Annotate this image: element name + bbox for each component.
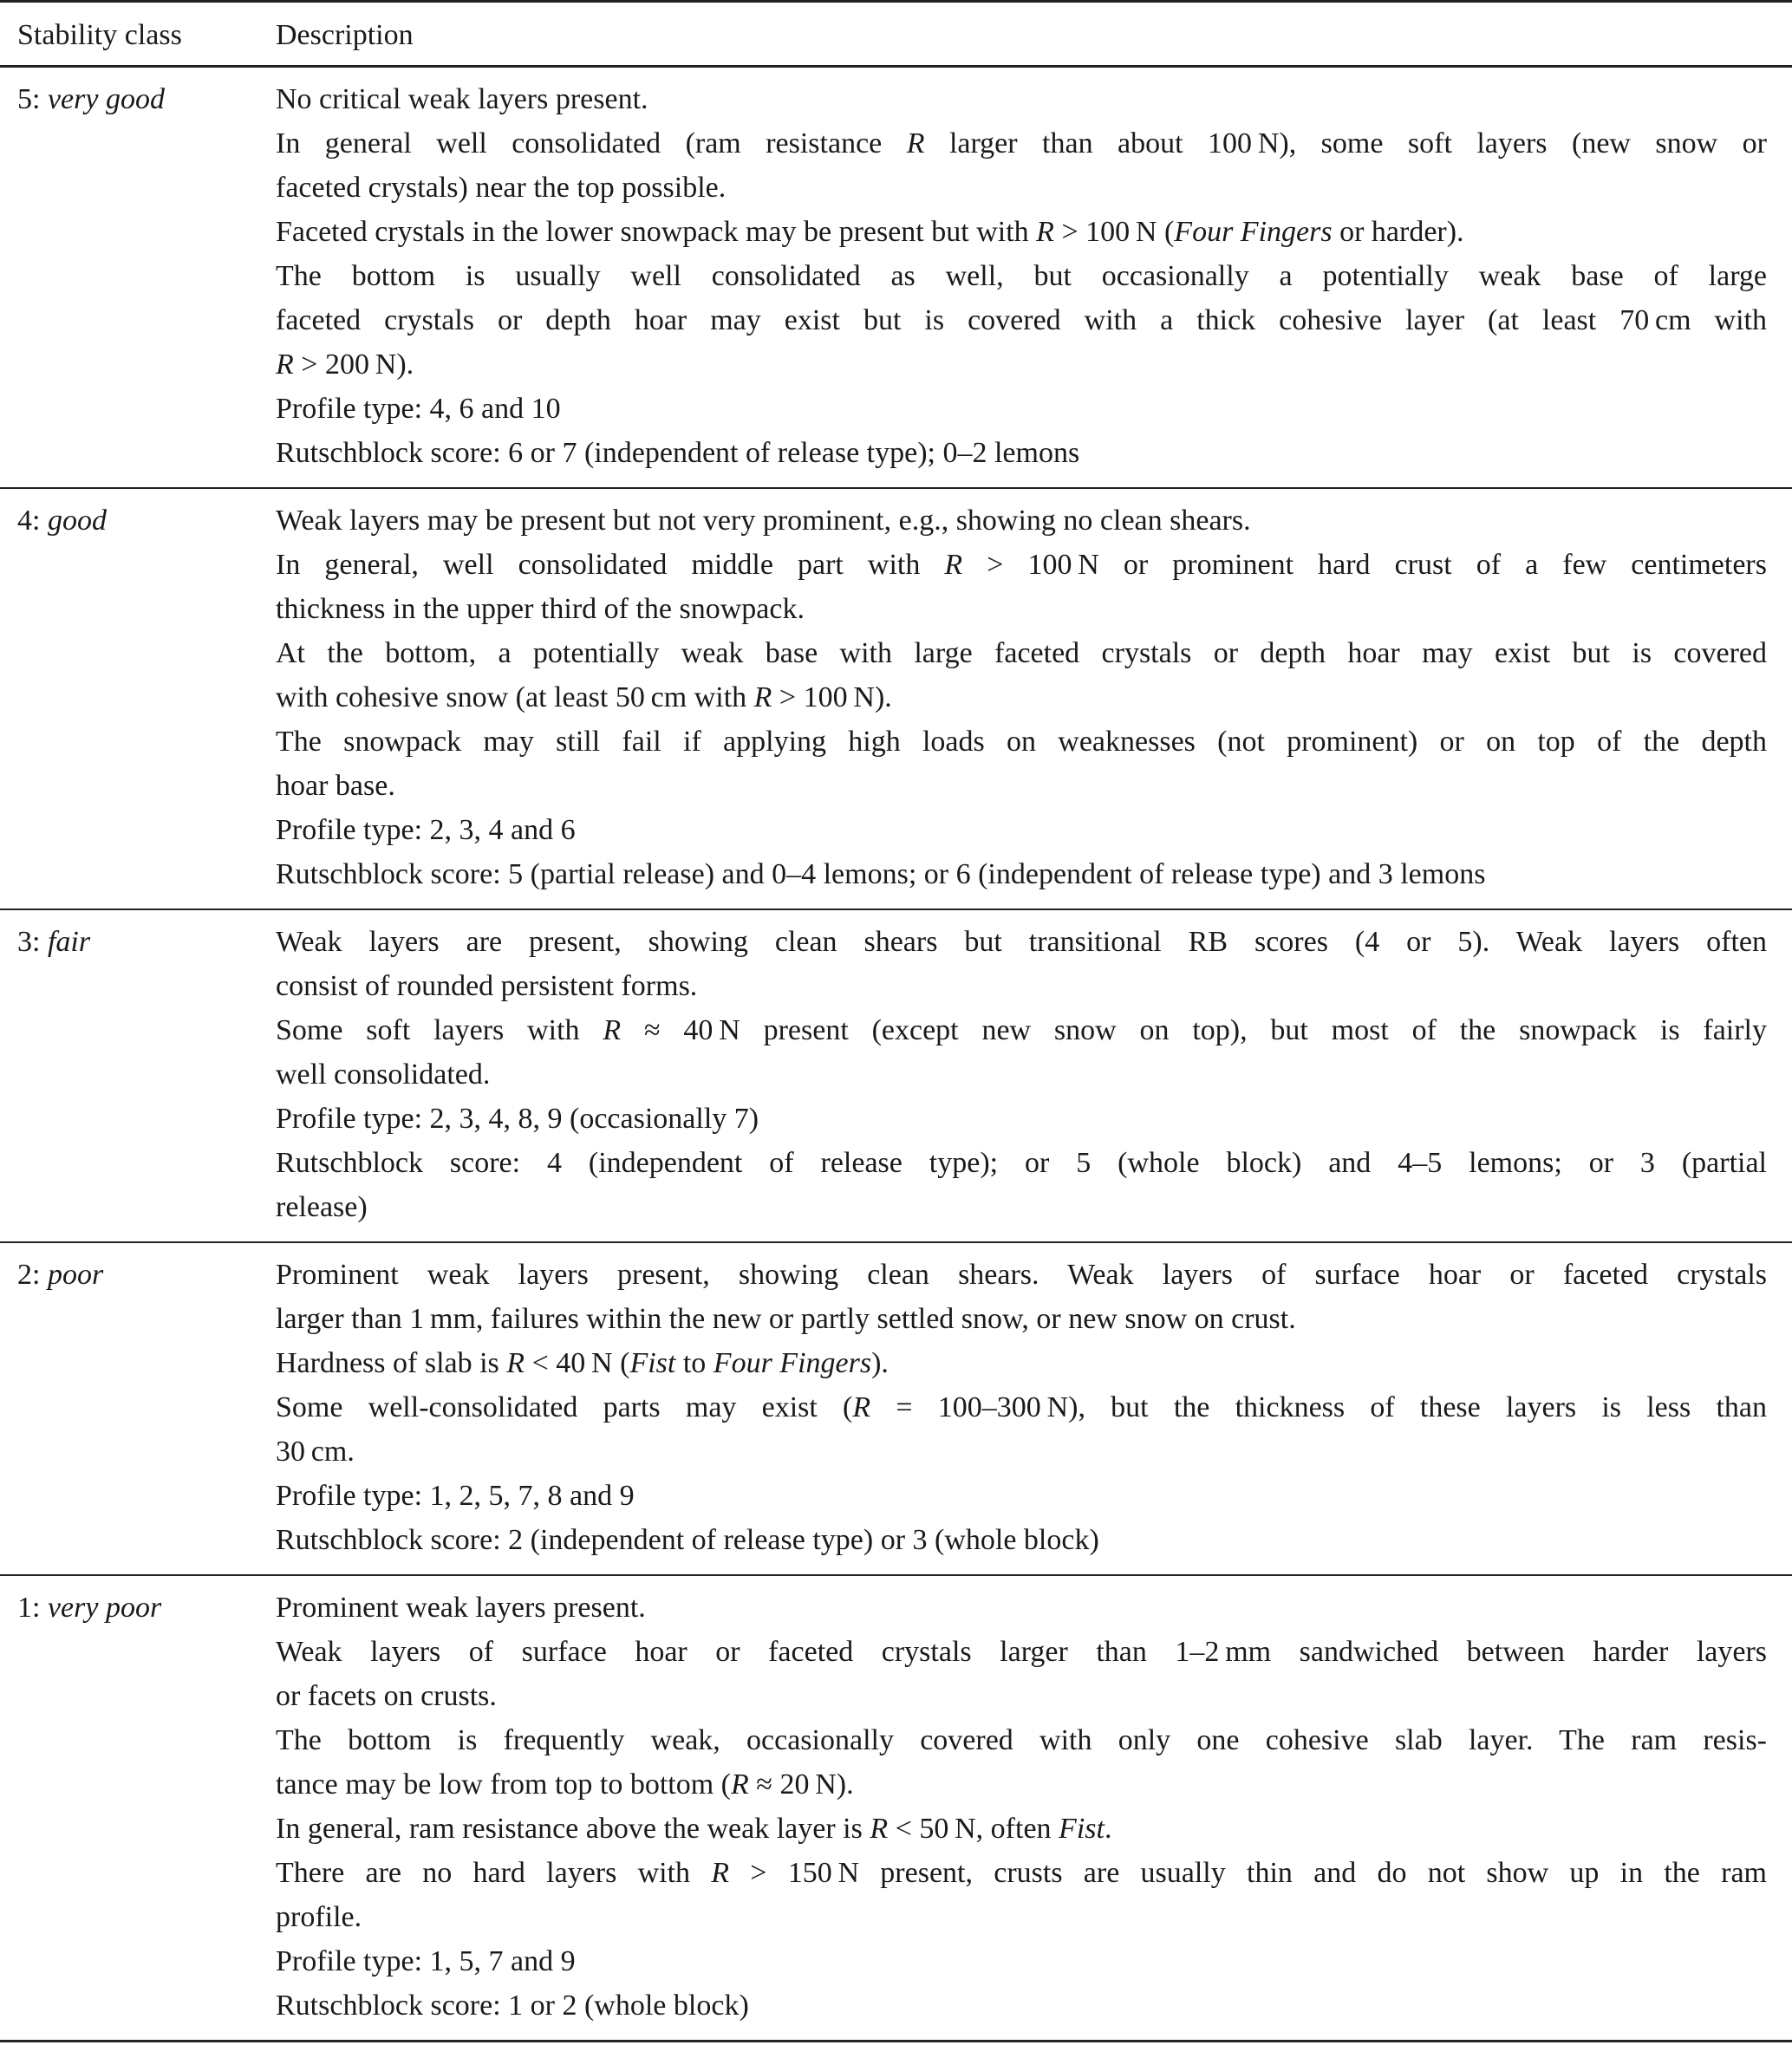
table-body [0, 68, 1792, 2042]
text-segment: larger than about 100 N), some soft layers (new snow or [924, 127, 1767, 160]
italic-term: R [603, 1014, 622, 1046]
italic-term: R [852, 1391, 871, 1423]
text-segment: consist of rounded persistent forms. [276, 970, 698, 1002]
description-line [276, 1762, 1767, 1807]
table-header [0, 3, 1792, 65]
text-segment: Prominent weak layers present, showing clean shears. Weak layers of surface hoar or faceted crystals [276, 1259, 1767, 1291]
text-segment: < 40 N ( [525, 1347, 630, 1379]
description-line [276, 808, 1767, 852]
description-line [276, 1185, 1767, 1229]
italic-term: R [276, 348, 294, 381]
text-segment: Hardness of slab is [276, 1347, 507, 1379]
description-line [276, 342, 1767, 387]
text-segment: 30 cm. [276, 1436, 355, 1468]
text-segment: to [675, 1347, 714, 1379]
description-line [276, 254, 1767, 298]
text-segment: No critical weak layers present. [276, 83, 648, 115]
class-label: good [47, 505, 107, 537]
text-segment: larger than 1 mm, failures within the new or partly settled snow, or new snow on crust. [276, 1303, 1296, 1335]
text-segment: well consolidated. [276, 1058, 491, 1091]
text-segment: or facets on crusts. [276, 1680, 497, 1712]
text-segment: Profile type: 4, 6 and 10 [276, 393, 561, 425]
text-segment: ≈ 40 N present (except new snow on top), but most of the snowpack is fairly [621, 1014, 1767, 1046]
text-segment: At the bottom, a potentially weak base with large faceted crystals or depth hoar may exist but is covered [276, 637, 1767, 669]
table-row [0, 489, 1792, 909]
description-cell [276, 920, 1767, 1229]
text-segment: < 50 N, often [888, 1813, 1059, 1845]
text-segment: Rutschblock score: 1 or 2 (whole block) [276, 1990, 749, 2022]
stability-class-cell [0, 1586, 276, 2028]
table-row [0, 1243, 1792, 1574]
description-line [276, 1983, 1767, 2028]
text-segment: ≈ 20 N). [748, 1768, 854, 1801]
text-segment: There are no hard layers with [276, 1857, 712, 1889]
text-segment: Rutschblock score: 2 (independent of release type) or 3 (whole block) [276, 1524, 1099, 1556]
description-line [276, 298, 1767, 342]
italic-term: Four Fingers [1174, 216, 1333, 248]
description-line [276, 1474, 1767, 1518]
text-segment: tance may be low from top to bottom ( [276, 1768, 731, 1801]
table-row [0, 910, 1792, 1241]
description-line [276, 387, 1767, 431]
class-label: fair [47, 926, 91, 958]
italic-term: R [870, 1813, 889, 1845]
description-line [276, 1851, 1767, 1895]
text-segment: Rutschblock score: 5 (partial release) and 0–4 lemons; or 6 (independent of release type) and 3 lemons [276, 858, 1486, 890]
text-segment: The bottom is frequently weak, occasionally covered with only one cohesive slab layer. The ram resis- [276, 1724, 1767, 1756]
italic-term: Four Fingers [713, 1347, 872, 1379]
italic-term: R [753, 681, 772, 713]
description-line [276, 852, 1767, 896]
description-line [276, 1807, 1767, 1851]
description-line [276, 920, 1767, 964]
header-stability-class: Stability class [17, 18, 182, 51]
description-line [276, 631, 1767, 675]
text-segment: Faceted crystals in the lower snowpack may be present but with [276, 216, 1037, 248]
text-segment: faceted crystals) near the top possible. [276, 172, 727, 204]
text-segment: = 100–300 N), but the thickness of these layers is less than [870, 1391, 1767, 1423]
description-line [276, 1518, 1767, 1562]
description-line [276, 720, 1767, 764]
italic-term: R [731, 1768, 749, 1801]
header-description: Description [276, 18, 414, 51]
description-line [276, 1253, 1767, 1297]
class-number: 3: [17, 926, 48, 958]
text-segment: Some soft layers with [276, 1014, 603, 1046]
description-cell [276, 1253, 1767, 1562]
description-line [276, 1939, 1767, 1983]
text-segment: ). [871, 1347, 889, 1379]
text-segment: or harder). [1332, 216, 1464, 248]
class-label: poor [47, 1259, 104, 1291]
description-cell [276, 1586, 1767, 2028]
text-segment: profile. [276, 1901, 362, 1933]
description-cell [276, 498, 1767, 896]
stability-class-cell [0, 498, 276, 896]
text-segment: Weak layers may be present but not very prominent, e.g., showing no clean shears. [276, 505, 1251, 537]
text-segment: Weak layers of surface hoar or faceted crystals larger than 1–2 mm sandwiched between harder layers [276, 1636, 1767, 1668]
description-line [276, 964, 1767, 1008]
italic-term: R [944, 549, 963, 581]
text-segment: In general, well consolidated middle part with [276, 549, 945, 581]
description-line [276, 498, 1767, 543]
text-segment: > 150 N present, crusts are usually thin and do not show up in the ram [729, 1857, 1767, 1889]
description-line [276, 121, 1767, 166]
text-segment: In general well consolidated (ram resistance [276, 127, 907, 160]
text-segment: hoar base. [276, 770, 395, 802]
description-line [276, 1097, 1767, 1141]
italic-term: R [906, 127, 925, 160]
description-line [276, 1052, 1767, 1097]
description-line [276, 1630, 1767, 1674]
description-line [276, 1895, 1767, 1939]
text-segment: > 200 N). [293, 348, 414, 381]
description-line [276, 1297, 1767, 1341]
class-number: 2: [17, 1259, 48, 1291]
table-row [0, 68, 1792, 487]
description-line [276, 210, 1767, 254]
text-segment: Profile type: 1, 5, 7 and 9 [276, 1945, 576, 1977]
text-segment: Weak layers are present, showing clean shears but transitional RB scores (4 or 5). Weak layers often [276, 926, 1767, 958]
description-line [276, 1141, 1767, 1185]
italic-term: R [1036, 216, 1054, 248]
text-segment: The bottom is usually well consolidated as well, but occasionally a potentially weak base of large [276, 260, 1767, 292]
class-number: 5: [17, 83, 48, 115]
italic-term: R [506, 1347, 525, 1379]
text-segment: Some well-consolidated parts may exist ( [276, 1391, 853, 1423]
description-line [276, 587, 1767, 631]
description-line [276, 1674, 1767, 1718]
text-segment: Rutschblock score: 4 (independent of release type); or 5 (whole block) and 4–5 lemons; or 3 (partial [276, 1147, 1767, 1179]
text-segment: Profile type: 2, 3, 4 and 6 [276, 814, 576, 846]
description-cell [276, 77, 1767, 475]
italic-term: Fist [629, 1347, 676, 1379]
text-segment: > 100 N ( [1053, 216, 1175, 248]
text-segment: Profile type: 2, 3, 4, 8, 9 (occasionally 7) [276, 1103, 759, 1135]
text-segment: In general, ram resistance above the weak layer is [276, 1813, 870, 1845]
description-line [276, 1385, 1767, 1430]
stability-class-cell [0, 77, 276, 475]
text-segment: thickness in the upper third of the snowpack. [276, 593, 805, 625]
description-line [276, 1008, 1767, 1052]
description-line [276, 1430, 1767, 1474]
description-line [276, 166, 1767, 210]
bottom-rule [0, 2040, 1792, 2042]
description-line [276, 675, 1767, 720]
text-segment: . [1104, 1813, 1112, 1845]
description-line [276, 543, 1767, 587]
class-label: very good [47, 83, 165, 115]
description-line [276, 1341, 1767, 1385]
class-label: very poor [47, 1592, 162, 1624]
description-line [276, 77, 1767, 121]
text-segment: release) [276, 1191, 368, 1223]
class-number: 1: [17, 1592, 48, 1624]
text-segment: faceted crystals or depth hoar may exist but is covered with a thick cohesive layer (at least 70 cm with [276, 304, 1767, 336]
stability-class-cell [0, 920, 276, 1229]
text-segment: with cohesive snow (at least 50 cm with [276, 681, 754, 713]
description-line [276, 1586, 1767, 1630]
description-line [276, 764, 1767, 808]
table-row [0, 1576, 1792, 2040]
text-segment: Prominent weak layers present. [276, 1592, 646, 1624]
text-segment: The snowpack may still fail if applying high loads on weaknesses (not prominent) or on top of the depth [276, 726, 1767, 758]
italic-term: R [711, 1857, 730, 1889]
text-segment: > 100 N). [772, 681, 892, 713]
text-segment: > 100 N or prominent hard crust of a few centimeters [962, 549, 1767, 581]
class-number: 4: [17, 505, 48, 537]
text-segment: Profile type: 1, 2, 5, 7, 8 and 9 [276, 1480, 635, 1512]
stability-class-cell [0, 1253, 276, 1562]
description-line [276, 431, 1767, 475]
italic-term: Fist [1059, 1813, 1105, 1845]
description-line [276, 1718, 1767, 1762]
text-segment: Rutschblock score: 6 or 7 (independent of release type); 0–2 lemons [276, 437, 1080, 469]
